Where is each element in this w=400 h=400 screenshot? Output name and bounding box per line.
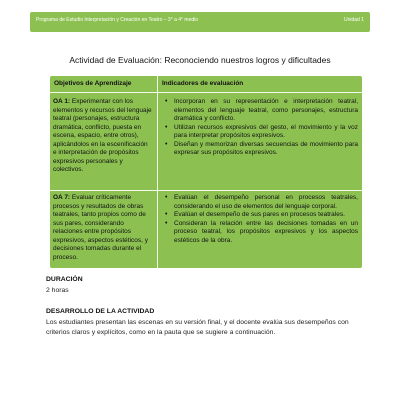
column-divider: [157, 76, 158, 268]
duration-heading: DURACIÓN: [46, 276, 83, 283]
indicator-item: • Evalúan el desempeño de sus pares en procesos teatrales.: [174, 211, 358, 220]
indicator-item: • Evalúan el desempeño personal en procesos teatrales, considerando el uso de elementos del lenguaje corporal.: [174, 194, 358, 211]
program-title: Programa de Estudio Interpretación y Creación en Teatro – 3° a 4° medio: [36, 17, 199, 23]
indicator-item: • Diseñan y memorizan diversas secuencias de movimiento para expresar sus propósitos expresivos.: [174, 141, 358, 158]
oa-code: OA 1:: [53, 98, 71, 105]
duration-value: 2 horas: [46, 287, 69, 294]
indicators-cell: [162, 98, 358, 158]
indicators-list: [162, 194, 358, 245]
development-heading: DESARROLLO DE LA ACTIVIDAD: [46, 308, 155, 315]
oa-code: OA 7:: [53, 194, 71, 201]
header-row-divider: [50, 92, 362, 93]
indicator-item: • Incorporan en su representación e interpretación teatral, elementos del lenguaje teatral, como personajes, estructura dramática y conflicto.: [174, 98, 358, 124]
oa-text: Evaluar críticamente procesos y resultados de obras teatrales, tanto propios como de sus pares, considerando relaciones entre propósitos expresivos, aspectos estéticos, y decisiones tomadas durante el proceso.: [53, 194, 149, 261]
indicators-header: Indicadores de evaluación: [162, 80, 244, 87]
indicator-item: • Consideran la relación entre las decisiones tomadas en un proceso teatral, los propósitos expresivos y los aspectos estéticos de la obra.: [174, 220, 358, 246]
objective-cell: [53, 194, 153, 262]
header-bar: [30, 12, 370, 32]
row-divider: [50, 190, 362, 191]
oa-text: Experimentar con los elementos y recursos del lenguaje teatral (personajes, estructura dramática, conflicto, puesta en escena, espacio, entre otros), aplicándolos en la escenificación e interpretación de propósitos expresivos personales y colectivos.: [53, 98, 152, 173]
activity-title: Actividad de Evaluación: Reconociendo nuestros logros y dificultades: [69, 55, 331, 65]
unit-label: Unidad 1: [343, 17, 364, 23]
evaluation-table: [50, 76, 362, 268]
objective-cell: [53, 98, 153, 175]
indicators-cell: [162, 194, 358, 245]
development-text: Los estudiantes presentan las escenas en su versión final, y el docente evalúa sus desempeños con criterios claros y explícitos, como en la pauta que se sugiere a continuación.: [46, 319, 349, 336]
objectives-header: Objetivos de Aprendizaje: [54, 80, 132, 87]
indicators-list: [162, 98, 358, 158]
indicator-item: • Utilizan recursos expresivos del gesto, el movimiento y la voz para interpretar propósitos expresivos.: [174, 124, 358, 141]
